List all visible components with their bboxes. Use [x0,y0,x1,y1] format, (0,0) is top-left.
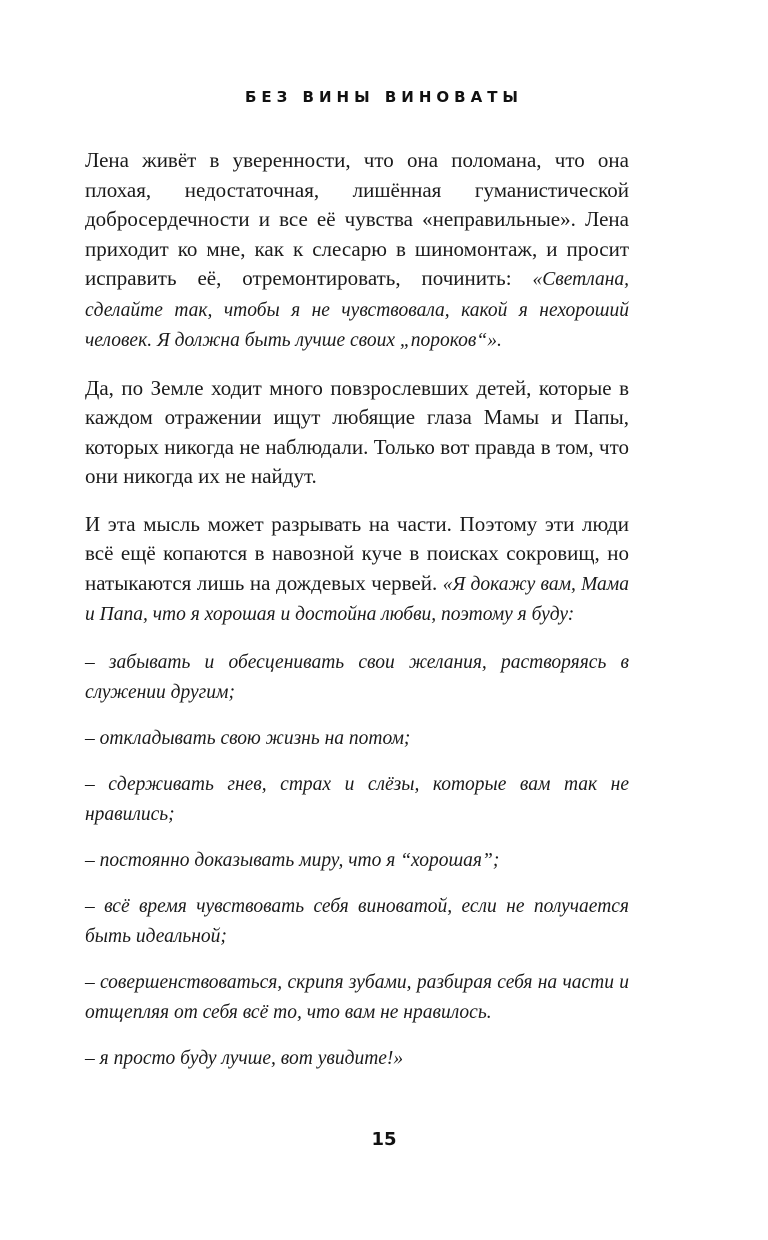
list-item: – всё время чувствовать себя виноватой, если не получается быть идеальной; [85,895,629,947]
list-item: – совершенствоваться, скрипя зубами, разбирая себя на части и отщепляя от себя всё то, что вам не нравилось. [85,971,629,1023]
list-item: – постоянно доказывать миру, что я “хорошая”; [85,849,500,871]
page-number: 15 [371,1129,397,1150]
list-item: – забывать и обесценивать свои желания, растворяясь в служении другим; [85,651,629,703]
running-head: БЕЗ ВИНЫ ВИНОВАТЫ [245,88,523,106]
paragraph-3-quote: «Я докажу вам, Мама и Папа, что я хорошая и достойна любви, поэтому я буду: [85,573,629,625]
paragraph-2-text: Да, по Земле ходит много повзрослевших детей, которые в каждом отражении ищут любящие глаза Мамы и Папы, которых никогда не наблюдали. Только вот правда в том, что они никогда их не найдут. [85,375,629,488]
paragraph-1-text: Лена живёт в уверенности, что она поломана, что она плохая, недостаточная, лишённая гуманистической добросердечности и все её чувства «неправильные». Лена приходит ко мне, как к слесарю в шиномонтаж, и просит исправить её, отремонтировать, починить: [85,148,629,290]
body-text [85,146,629,1090]
paragraph-1 [85,146,629,356]
quote-list [85,648,629,1074]
paragraph-1-quote: «Светлана, сделайте так, чтобы я не чувствовала, какой я нехороший человек. Я должна быть лучше своих „пороков“». [85,269,629,351]
paragraph-3-text: И эта мысль может разрывать на части. Поэтому эти люди всё ещё копаются в навозной куче в поисках сокровищ, но натыкаются лишь на дождевых червей. [85,511,629,595]
paragraph-2 [85,374,629,492]
paragraph-3 [85,510,629,630]
list-item: – я просто буду лучше, вот увидите!» [85,1047,404,1069]
list-item: – откладывать свою жизнь на потом; [85,727,411,749]
list-item: – сдерживать гнев, страх и слёзы, которые вам так не нравились; [85,773,629,825]
